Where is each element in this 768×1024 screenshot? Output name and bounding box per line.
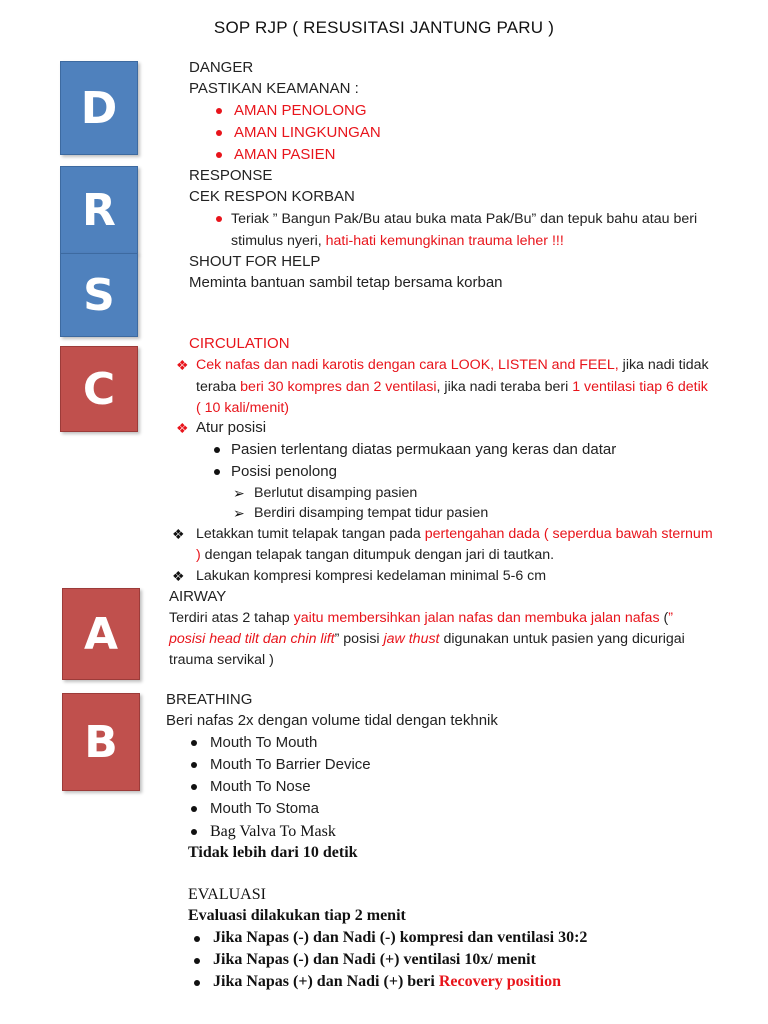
airway-heading: AIRWAY <box>169 588 227 605</box>
circulation-check-line2 <box>196 377 708 397</box>
bullet-icon <box>216 216 222 222</box>
airway-line1-black: Terdiri atas 2 tahap <box>169 610 294 626</box>
circulation-check-line1 <box>196 355 709 375</box>
bullet-icon <box>191 829 197 835</box>
letter-box-b <box>62 693 140 791</box>
circulation-hand-line2-red: ) <box>196 547 201 563</box>
bullet-icon <box>194 980 200 986</box>
bullet-icon <box>216 108 222 114</box>
circulation-check-line2-a: teraba <box>196 379 241 395</box>
circulation-check-line2-c: , jika nadi teraba beri <box>436 379 573 395</box>
airway-line2-red: posisi head tilt dan chin lift <box>169 631 335 647</box>
evaluasi-item-3 <box>213 972 561 992</box>
letter-d: D <box>80 82 118 134</box>
diamond-bullet-icon: ❖ <box>172 568 185 584</box>
danger-item-3: AMAN PASIEN <box>234 146 336 163</box>
letter-box-d <box>60 61 138 155</box>
letter-box-a <box>62 588 140 680</box>
circulation-check-line2-d: 1 ventilasi tiap 6 detik <box>572 379 708 395</box>
airway-line1 <box>169 608 673 628</box>
bullet-icon <box>214 447 220 453</box>
breathing-item-1: Mouth To Mouth <box>210 734 318 751</box>
response-heading: RESPONSE <box>189 167 273 184</box>
circulation-check-line1-red: Cek nafas dan nadi karotis dengan cara LOOK, LISTEN and FEEL, <box>196 357 619 373</box>
letter-box-s <box>60 253 138 337</box>
posisi-item-2: Posisi penolong <box>231 463 337 480</box>
circulation-hand-line2 <box>196 545 554 565</box>
circulation-depth: Lakukan kompresi kompresi kedelaman minimal 5-6 cm <box>196 568 547 584</box>
bullet-icon <box>216 152 222 158</box>
circulation-hand-line1-black: Letakkan tumit telapak tangan pada <box>196 526 425 542</box>
bullet-icon <box>191 762 197 768</box>
evaluasi-item-2: Jika Napas (-) dan Nadi (+) ventilasi 10x/ menit <box>213 951 536 968</box>
airway-line2 <box>169 629 685 649</box>
circulation-check-line2-b: beri 30 kompres dan 2 ventilasi <box>240 379 437 395</box>
response-item-line1: Teriak ” Bangun Pak/Bu atau buka mata Pak/Bu” dan tepuk bahu atau beri <box>231 211 698 227</box>
penolong-item-2: Berdiri disamping tempat tidur pasien <box>254 505 489 521</box>
penolong-item-1: Berlutut disamping pasien <box>254 485 418 501</box>
bullet-icon <box>214 469 220 475</box>
danger-heading: DANGER <box>189 59 254 76</box>
airway-line1-red: yaitu membersihkan jalan nafas dan membuka jalan nafas <box>293 610 660 626</box>
letter-a: A <box>83 608 119 660</box>
bullet-icon <box>191 784 197 790</box>
breathing-item-4: Mouth To Stoma <box>210 800 319 817</box>
circulation-heading: CIRCULATION <box>189 335 290 352</box>
breathing-item-5: Bag Valva To Mask <box>210 823 336 840</box>
circulation-posisi: Atur posisi <box>196 419 267 436</box>
danger-subheading: PASTIKAN KEAMANAN : <box>189 80 359 97</box>
letter-r: R <box>82 184 116 236</box>
breathing-item-2: Mouth To Barrier Device <box>210 756 371 773</box>
breathing-item-3: Mouth To Nose <box>210 778 311 795</box>
diamond-bullet-icon: ❖ <box>176 420 189 436</box>
diamond-bullet-icon: ❖ <box>176 357 189 373</box>
shout-text: Meminta bantuan sambil tetap bersama korban <box>189 274 503 291</box>
circulation-check-line3: ( 10 kali/menit) <box>196 400 290 416</box>
letter-s: S <box>83 269 115 321</box>
airway-line1-tail-black: ( <box>659 610 669 626</box>
circulation-hand-line1 <box>196 524 713 544</box>
letter-box-c <box>60 346 138 432</box>
letter-b: B <box>84 716 118 768</box>
page-title: SOP RJP ( RESUSITASI JANTUNG PARU ) <box>213 18 555 37</box>
danger-item-2: AMAN LINGKUNGAN <box>234 124 381 141</box>
airway-line2-black: ” posisi <box>334 631 384 647</box>
breathing-limit: Tidak lebih dari 10 detik <box>188 844 358 861</box>
danger-item-1: AMAN PENOLONG <box>234 102 367 119</box>
posisi-item-1: Pasien terlentang diatas permukaan yang keras dan datar <box>231 441 617 458</box>
evaluasi-text: Evaluasi dilakukan tiap 2 menit <box>188 907 406 924</box>
airway-line1-tail-red: ” <box>668 610 673 626</box>
bullet-icon <box>191 806 197 812</box>
response-item-line2-black: stimulus nyeri, <box>231 233 326 249</box>
airway-line2-red2: jaw thust <box>383 631 440 647</box>
diamond-bullet-icon: ❖ <box>172 526 185 542</box>
bullet-icon <box>194 958 200 964</box>
arrow-bullet-icon: ➢ <box>233 505 245 521</box>
circulation-hand-line2-black: dengan telapak tangan ditumpuk dengan jari di tautkan. <box>200 547 555 563</box>
letter-c: C <box>82 363 116 415</box>
response-item-line2 <box>231 231 564 251</box>
response-subheading: CEK RESPON KORBAN <box>189 188 355 205</box>
evaluasi-item-1: Jika Napas (-) dan Nadi (-) kompresi dan ventilasi 30:2 <box>213 929 588 946</box>
circulation-check-line1-black: jika nadi tidak <box>618 357 709 373</box>
airway-line3: trauma servikal ) <box>169 652 274 668</box>
letter-box-r <box>60 166 138 254</box>
bullet-icon <box>191 740 197 746</box>
bullet-icon <box>216 130 222 136</box>
evaluasi-item-3-red: Recovery position <box>438 973 562 990</box>
bullet-icon <box>194 936 200 942</box>
evaluasi-item-3-black: Jika Napas (+) dan Nadi (+) beri <box>213 973 439 990</box>
airway-line2-black2: digunakan untuk pasien yang dicurigai <box>439 631 685 647</box>
arrow-bullet-icon: ➢ <box>233 485 245 501</box>
breathing-heading: BREATHING <box>166 691 253 708</box>
response-item-line2-red: hati-hati kemungkinan trauma leher !!! <box>325 233 564 249</box>
breathing-text: Beri nafas 2x dengan volume tidal dengan tekhnik <box>166 712 498 729</box>
circulation-hand-line1-red: pertengahan dada ( seperdua bawah sternum <box>424 526 713 542</box>
shout-heading: SHOUT FOR HELP <box>189 253 321 270</box>
evaluasi-heading: EVALUASI <box>188 886 266 903</box>
